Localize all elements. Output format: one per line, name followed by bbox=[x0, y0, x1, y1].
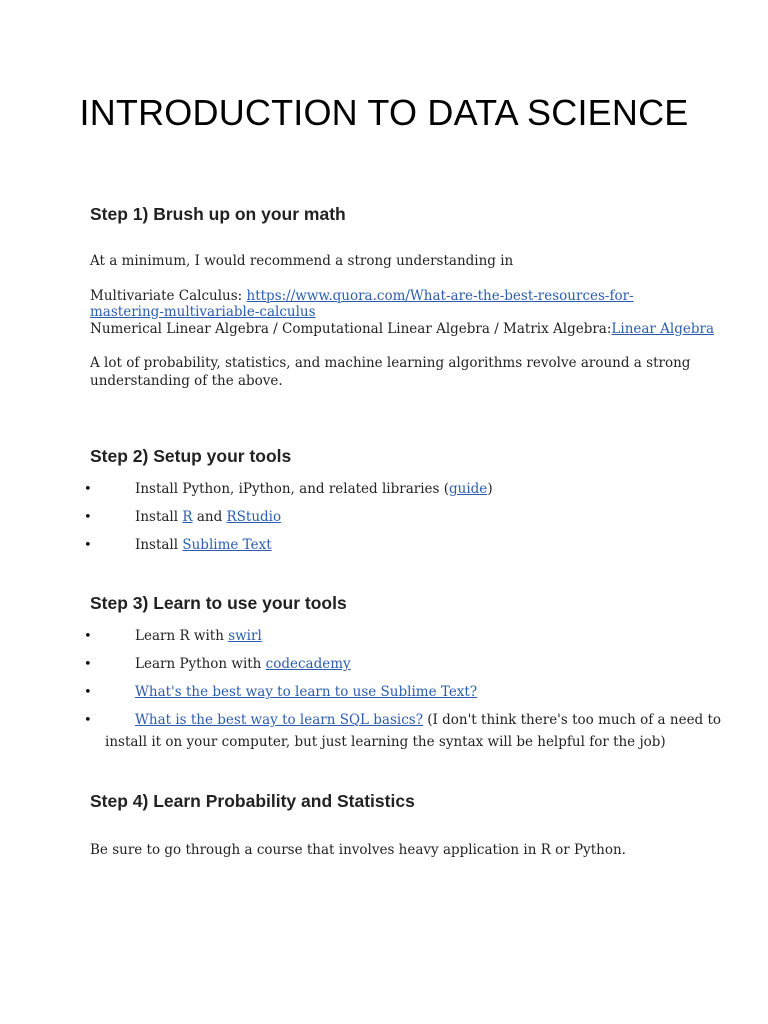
linear-algebra-label: Numerical Linear Algebra / Computational Linear Algebra / Matrix Algebra: bbox=[90, 321, 612, 337]
calculus-label: Multivariate Calculus: bbox=[90, 288, 247, 304]
rstudio-link[interactable]: RStudio bbox=[226, 509, 282, 525]
step2-heading: Step 2) Setup your tools bbox=[90, 446, 292, 466]
sublime-text-link[interactable]: Sublime Text bbox=[182, 537, 272, 553]
guide-link[interactable]: guide bbox=[449, 481, 488, 497]
step3-heading: Step 3) Learn to use your tools bbox=[90, 593, 347, 613]
step2-item-sublime bbox=[135, 537, 272, 553]
bullet-icon: • bbox=[84, 629, 92, 644]
page-title: INTRODUCTION TO DATA SCIENCE bbox=[79, 92, 689, 133]
step1-intro: At a minimum, I would recommend a strong understanding in bbox=[90, 253, 514, 269]
list-item-text: (I don't think there's too much of a need to bbox=[422, 712, 722, 728]
calculus-link-continued bbox=[90, 304, 316, 321]
codecademy-link[interactable]: codecademy bbox=[265, 656, 351, 672]
list-item-text: Install bbox=[135, 509, 183, 525]
bullet-icon: • bbox=[84, 482, 92, 497]
list-item-text: Install Python, iPython, and related libraries ( bbox=[135, 481, 450, 497]
linear-algebra-line bbox=[90, 321, 714, 338]
swirl-link[interactable]: swirl bbox=[228, 628, 262, 644]
bullet-icon: • bbox=[84, 685, 92, 700]
step1-heading: Step 1) Brush up on your math bbox=[90, 204, 346, 224]
bullet-icon: • bbox=[84, 713, 92, 728]
r-link[interactable]: R bbox=[182, 509, 193, 525]
list-item-text: and bbox=[192, 509, 227, 525]
calculus-link-line2[interactable]: mastering-multivariable-calculus bbox=[90, 304, 316, 320]
step4-paragraph: Be sure to go through a course that involves heavy application in R or Python. bbox=[90, 842, 626, 858]
list-item-text: Learn R with bbox=[135, 628, 229, 644]
step3-item-swirl bbox=[135, 628, 262, 644]
linear-algebra-link[interactable]: Linear Algebra bbox=[611, 321, 715, 337]
bullet-icon: • bbox=[84, 657, 92, 672]
sublime-question-link[interactable]: What's the best way to learn to use Sublime Text? bbox=[135, 684, 478, 700]
bullet-icon: • bbox=[84, 538, 92, 553]
step3-item-codecademy bbox=[135, 656, 351, 672]
calculus-link[interactable]: https://www.quora.com/What-are-the-best-resources-for- bbox=[246, 288, 634, 304]
step2-item-python bbox=[135, 481, 493, 497]
step3-item-sql bbox=[135, 712, 721, 728]
calculus-line bbox=[90, 288, 634, 305]
step3-item-sublime-question bbox=[135, 684, 477, 700]
step1-paragraph-line2: understanding of the above. bbox=[90, 373, 283, 389]
step2-item-r bbox=[135, 509, 281, 525]
step4-heading: Step 4) Learn Probability and Statistics bbox=[90, 791, 415, 811]
list-item-text: ) bbox=[487, 481, 493, 497]
list-item-text: Learn Python with bbox=[135, 656, 266, 672]
bullet-icon: • bbox=[84, 510, 92, 525]
sql-question-link[interactable]: What is the best way to learn SQL basics? bbox=[135, 712, 423, 728]
step1-paragraph-line1: A lot of probability, statistics, and machine learning algorithms revolve around a strong bbox=[90, 355, 691, 371]
step3-item-sql-continued: install it on your computer, but just learning the syntax will be helpful for the job) bbox=[105, 734, 666, 750]
list-item-text: Install bbox=[135, 537, 183, 553]
